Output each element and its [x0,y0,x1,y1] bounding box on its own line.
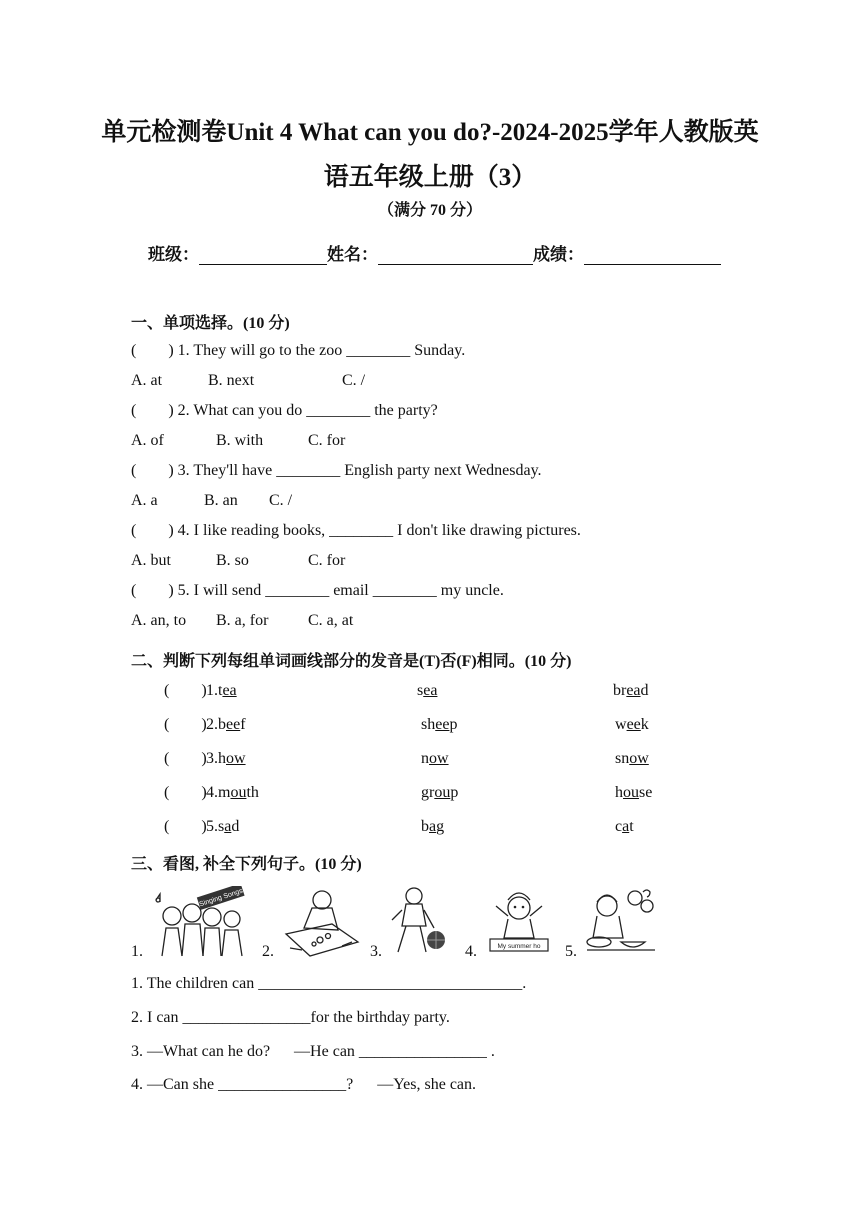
word-part: t [218,682,223,699]
word-1 [206,818,239,836]
word-part: gr [421,784,435,801]
option-c: C. / [269,492,293,509]
word-part: h [615,784,623,801]
underlined-part: ow [226,750,246,767]
children-singing-picture [150,886,250,958]
word-1 [206,784,259,802]
underlined-part: a [224,818,232,835]
word-2 [417,682,437,700]
word-part: d [640,682,649,699]
boy-drawing-picture [282,886,362,958]
word-part: br [613,682,627,699]
girl-sign-picture [488,886,550,958]
underlined-part: a [622,818,630,835]
picture-number: 2. [262,943,274,960]
answer-paren: ( ) [164,682,207,699]
word-part: k [640,716,649,733]
word-part: s [218,818,225,835]
underlined-part: ee [226,716,241,733]
question-stem: ( ) 5. I will send ________ email ________ my uncle. [131,582,504,599]
word-part: b [421,818,429,835]
sentence-1: 1. The children can _________________________________. [131,975,527,992]
grade-blank[interactable] [584,246,721,265]
item-number: 2. [206,716,218,733]
picture-number: 3. [370,943,382,960]
option-a: A. at [131,372,163,389]
word-part: h [218,750,226,767]
question-stem: ( ) 4. I like reading books, ________ I don't like drawing pictures. [131,522,581,539]
underlined-part: ow [629,750,649,767]
name-label: 姓名： [327,245,378,264]
item-number: 3. [206,750,218,767]
word-3 [615,784,652,802]
class-blank[interactable] [199,246,327,265]
option-b: B. with [216,432,264,449]
word-part: p [449,716,458,733]
word-part: w [615,716,627,733]
option-c: C. for [308,432,346,449]
word-part: sn [615,750,630,767]
word-part: g [436,818,445,835]
word-2 [421,716,457,734]
picture-number: 5. [565,943,577,960]
option-b: B. a, for [216,612,269,629]
answer-paren: ( ) [164,784,207,801]
word-2 [421,750,449,768]
section1-heading: 一、单项选择。(10 分) [131,315,290,332]
underlined-part: ea [626,682,641,699]
option-a: A. an, to [131,612,187,629]
word-part: th [246,784,259,801]
grade-label: 成绩： [533,245,584,264]
option-b: B. so [216,552,249,569]
item-number: 4. [206,784,218,801]
item-number: 5. [206,818,218,835]
title-line-1: 单元检测卷Unit 4 What can you do?-2024-2025学年人教版英 [101,119,759,146]
answer-paren: ( ) [164,750,207,767]
girl-cooking-picture [585,886,657,958]
underlined-part: ou [623,784,639,801]
word-part: d [231,818,240,835]
underlined-part: ea [423,682,438,699]
my-summer-sign: My summer ho [497,943,541,950]
full-score: （满分 70 分） [377,202,482,219]
option-a: A. of [131,432,164,449]
underlined-part: a [429,818,437,835]
class-label: 班级： [148,245,199,264]
option-c: C. a, at [308,612,354,629]
title-line-2: 语五年级上册（3） [323,164,537,191]
singing-songs-sign: Singing Songs [198,887,244,909]
option-a: A. but [131,552,171,569]
underlined-part: ou [230,784,247,801]
option-c: C. for [308,552,346,569]
word-part: s [417,682,424,699]
word-part: c [615,818,623,835]
word-3 [613,682,649,700]
question-stem: ( ) 2. What can you do ________ the party? [131,402,438,419]
underlined-part: ea [222,682,237,699]
word-2 [421,784,458,802]
picture-number: 4. [465,943,477,960]
option-c: C. / [342,372,366,389]
question-stem: ( ) 3. They'll have ________ English party next Wednesday. [131,462,542,479]
word-part: t [629,818,634,835]
answer-paren: ( ) [164,716,207,733]
word-part: m [218,784,231,801]
sentence-4: 4. —Can she ________________? —Yes, she can. [131,1076,477,1093]
word-1 [206,716,246,734]
underlined-part: ee [626,716,641,733]
option-b: B. an [204,492,238,509]
answer-paren: ( ) [164,818,207,835]
item-number: 1. [206,682,218,699]
question-stem: ( ) 1. They will go to the zoo ________ Sunday. [131,342,466,359]
word-1 [206,682,237,700]
underlined-part: ee [435,716,450,733]
word-3 [615,750,649,768]
underlined-part: ow [429,750,449,767]
word-part: f [240,716,246,733]
word-part: sh [421,716,436,733]
name-blank[interactable] [378,246,533,265]
boy-basketball-picture [388,886,453,958]
student-info-line [148,240,721,265]
word-part: p [450,784,459,801]
sentence-2: 2. I can ________________for the birthday party. [131,1009,450,1026]
word-1 [206,750,246,768]
section3-heading: 三、看图, 补全下列句子。(10 分) [131,856,362,873]
picture-number: 1. [131,943,143,960]
word-3 [615,818,634,836]
option-a: A. a [131,492,158,509]
option-b: B. next [208,372,255,389]
word-part: se [639,784,653,801]
underlined-part: ou [434,784,451,801]
word-2 [421,818,444,836]
section2-heading: 二、判断下列每组单词画线部分的发音是(T)否(F)相同。(10 分) [131,653,572,670]
word-part: n [421,750,429,767]
sentence-3: 3. —What can he do? —He can ________________ . [131,1043,495,1060]
word-3 [615,716,649,734]
word-part: b [218,716,226,733]
